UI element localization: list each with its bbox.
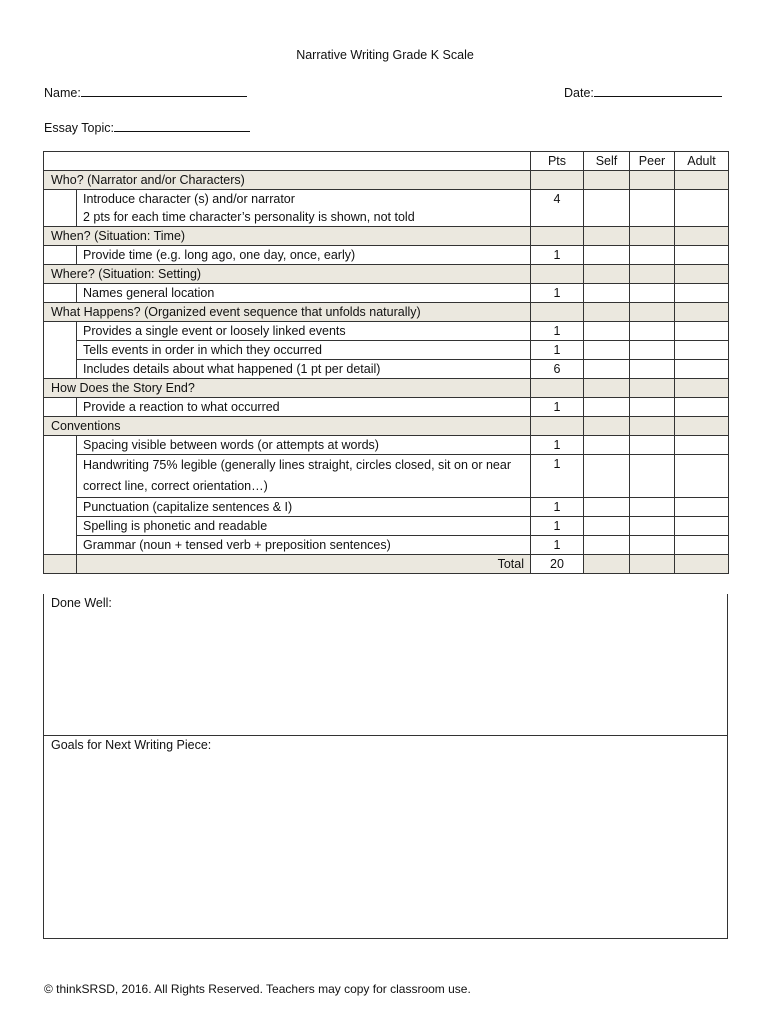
section-row-conventions	[44, 417, 729, 436]
essay-topic-label: Essay Topic:	[44, 121, 114, 135]
table-row	[44, 246, 729, 265]
rubric-table	[43, 151, 729, 574]
adult-score-cell[interactable]	[675, 341, 729, 360]
table-row	[44, 536, 729, 555]
pts-cell: 1	[531, 284, 584, 303]
adult-score-cell[interactable]	[675, 536, 729, 555]
adult-score-cell[interactable]	[675, 436, 729, 455]
peer-score-cell[interactable]	[630, 360, 675, 379]
criterion-text: Provides a single event or loosely linked events	[77, 322, 531, 341]
total-row	[44, 555, 729, 574]
adult-score-cell[interactable]	[675, 517, 729, 536]
section-label-when: When? (Situation: Time)	[44, 227, 531, 246]
peer-header: Peer	[630, 152, 675, 171]
date-label: Date:	[564, 86, 594, 100]
pts-cell: 1	[531, 341, 584, 360]
self-score-cell[interactable]	[584, 284, 630, 303]
section-label-conventions: Conventions	[44, 417, 531, 436]
name-line[interactable]	[81, 84, 247, 97]
peer-score-cell[interactable]	[630, 536, 675, 555]
adult-score-cell[interactable]	[675, 322, 729, 341]
criterion-text: Names general location	[77, 284, 531, 303]
pts-cell: 4	[531, 190, 584, 227]
peer-score-cell[interactable]	[630, 498, 675, 517]
criterion-text: Spacing visible between words (or attempts at words)	[77, 436, 531, 455]
adult-score-cell[interactable]	[675, 246, 729, 265]
adult-score-cell[interactable]	[675, 398, 729, 417]
section-label-end: How Does the Story End?	[44, 379, 531, 398]
self-score-cell[interactable]	[584, 341, 630, 360]
criterion-text: Tells events in order in which they occurred	[77, 341, 531, 360]
name-label: Name:	[44, 86, 81, 100]
self-score-cell[interactable]	[584, 322, 630, 341]
peer-score-cell[interactable]	[630, 322, 675, 341]
criterion-text: Grammar (noun + tensed verb + preposition sentences)	[77, 536, 531, 555]
pts-cell: 1	[531, 398, 584, 417]
adult-header: Adult	[675, 152, 729, 171]
header-row	[44, 152, 729, 171]
pts-cell: 1	[531, 322, 584, 341]
peer-score-cell[interactable]	[630, 284, 675, 303]
criterion-text: Includes details about what happened (1 pt per detail)	[77, 360, 531, 379]
pts-cell: 1	[531, 517, 584, 536]
self-score-cell[interactable]	[584, 360, 630, 379]
self-score-cell[interactable]	[584, 246, 630, 265]
done-well-box[interactable]	[43, 594, 728, 736]
pts-cell: 1	[531, 498, 584, 517]
goals-label: Goals for Next Writing Piece:	[51, 738, 212, 752]
page-title: Narrative Writing Grade K Scale	[296, 48, 474, 62]
self-score-cell[interactable]	[584, 517, 630, 536]
table-row	[44, 284, 729, 303]
section-row-who	[44, 171, 729, 190]
table-row	[44, 190, 729, 227]
section-label-who: Who? (Narrator and/or Characters)	[44, 171, 531, 190]
table-row	[44, 455, 729, 498]
table-row	[44, 517, 729, 536]
section-label-what: What Happens? (Organized event sequence that unfolds naturally)	[44, 303, 531, 322]
criterion-text: Provide a reaction to what occurred	[77, 398, 531, 417]
table-row	[44, 398, 729, 417]
total-pts: 20	[531, 555, 584, 574]
table-row	[44, 498, 729, 517]
peer-score-cell[interactable]	[630, 436, 675, 455]
table-row	[44, 322, 729, 341]
pts-header: Pts	[531, 152, 584, 171]
pts-cell: 1	[531, 436, 584, 455]
self-score-cell[interactable]	[584, 436, 630, 455]
pts-cell: 6	[531, 360, 584, 379]
table-row	[44, 341, 729, 360]
name-field[interactable]	[44, 84, 247, 100]
goals-box[interactable]	[43, 735, 728, 939]
copyright-footer: © thinkSRSD, 2016. All Rights Reserved. Teachers may copy for classroom use.	[44, 982, 471, 996]
table-row	[44, 436, 729, 455]
peer-score-cell[interactable]	[630, 190, 675, 227]
section-row-when	[44, 227, 729, 246]
criterion-text: Spelling is phonetic and readable	[77, 517, 531, 536]
peer-total-cell[interactable]	[630, 555, 675, 574]
self-score-cell[interactable]	[584, 536, 630, 555]
self-score-cell[interactable]	[584, 190, 630, 227]
self-score-cell[interactable]	[584, 455, 630, 498]
section-row-what	[44, 303, 729, 322]
essay-topic-line[interactable]	[114, 119, 250, 132]
total-label: Total	[77, 555, 531, 574]
table-row	[44, 360, 729, 379]
adult-score-cell[interactable]	[675, 360, 729, 379]
peer-score-cell[interactable]	[630, 341, 675, 360]
self-header: Self	[584, 152, 630, 171]
date-field[interactable]	[564, 84, 722, 100]
peer-score-cell[interactable]	[630, 517, 675, 536]
done-well-label: Done Well:	[51, 596, 112, 610]
adult-total-cell[interactable]	[675, 555, 729, 574]
self-score-cell[interactable]	[584, 498, 630, 517]
essay-topic-field[interactable]	[44, 119, 250, 135]
section-row-where	[44, 265, 729, 284]
adult-score-cell[interactable]	[675, 498, 729, 517]
adult-score-cell[interactable]	[675, 455, 729, 498]
criterion-text: Introduce character (s) and/or narrator 2 pts for each time character’s personality is shown, not told	[77, 190, 531, 227]
pts-cell: 1	[531, 246, 584, 265]
self-total-cell[interactable]	[584, 555, 630, 574]
pts-cell: 1	[531, 536, 584, 555]
pts-cell: 1	[531, 455, 584, 498]
section-label-where: Where? (Situation: Setting)	[44, 265, 531, 284]
date-line[interactable]	[594, 84, 722, 97]
self-score-cell[interactable]	[584, 398, 630, 417]
adult-score-cell[interactable]	[675, 190, 729, 227]
adult-score-cell[interactable]	[675, 284, 729, 303]
section-row-end	[44, 379, 729, 398]
criterion-text: Handwriting 75% legible (generally lines straight, circles closed, sit on or near correct line, correct orientation…)	[77, 455, 531, 498]
peer-score-cell[interactable]	[630, 398, 675, 417]
peer-score-cell[interactable]	[630, 246, 675, 265]
peer-score-cell[interactable]	[630, 455, 675, 498]
criterion-text: Provide time (e.g. long ago, one day, once, early)	[77, 246, 531, 265]
criterion-text: Punctuation (capitalize sentences & I)	[77, 498, 531, 517]
